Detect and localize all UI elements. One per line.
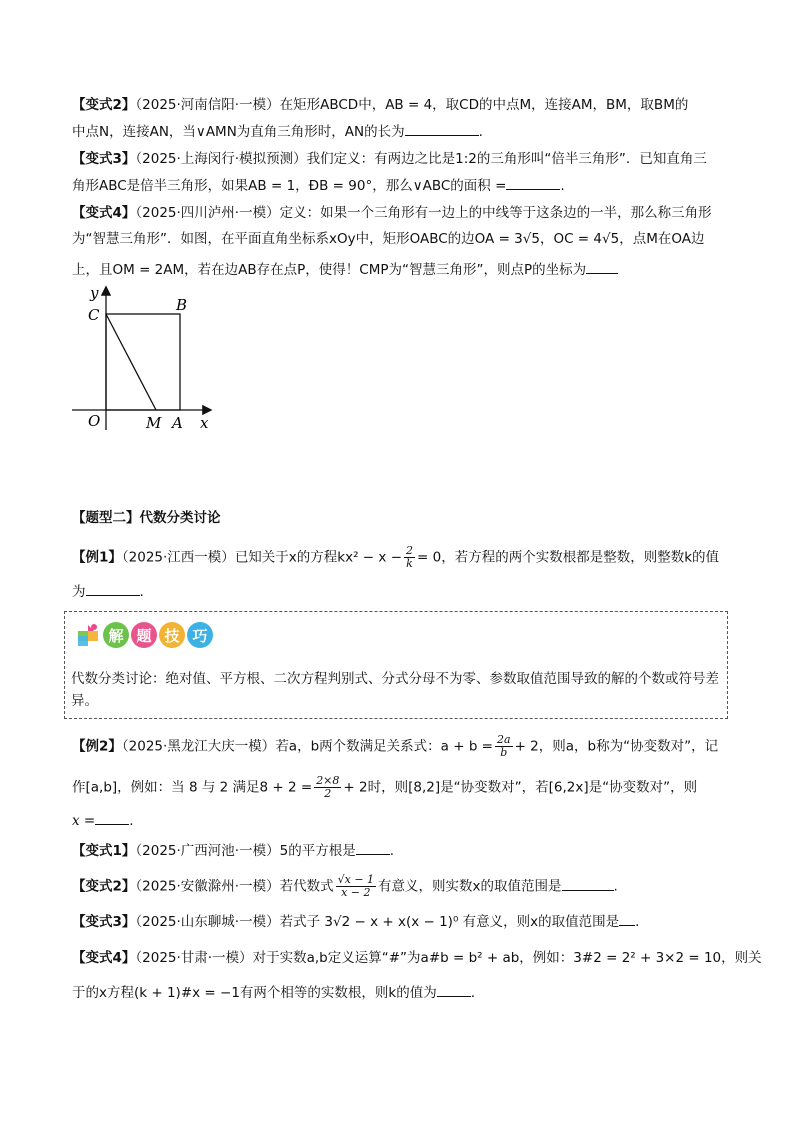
- problem-text: 为“智慧三角形”．如图，在平面直角坐标系xOy中，矩形OABC的边OA = 3√5，OC = 4√5，点M在OA边: [72, 231, 705, 247]
- problem-tag: 【变式4】: [72, 950, 136, 966]
- fraction: [404, 545, 415, 570]
- label-m: M: [146, 414, 162, 432]
- fraction-numerator: √x − 1: [337, 873, 375, 886]
- answer-blank[interactable]: [95, 810, 129, 825]
- example1-line2: [72, 581, 144, 602]
- problem-text: 角形ABC是倍半三角形，如果AB = 1，ÐB = 90°，那么∨ABC的面积 =: [72, 178, 507, 194]
- tips-text: 代数分类讨论：绝对值、平方根、二次方程判别式、分式分母不为零、参数取值范围导致的解的个数或符号差异。: [71, 671, 719, 709]
- problem-text: 为: [72, 584, 86, 600]
- problem-tag: 【变式3】: [72, 914, 136, 930]
- problem-text: 对于实数a,b定义运算“#”为a#b = b² + ab，例如：3#2 = 2² + 3×2 = 10，则关: [252, 950, 762, 966]
- period: .: [478, 124, 483, 140]
- problem-source: （2025·江西一模）: [121, 549, 235, 566]
- problem-v2b-line: [72, 874, 618, 899]
- tips-char: 解: [103, 622, 129, 648]
- label-c: C: [88, 306, 100, 324]
- problem-source: （2025·广西河池·一模）: [135, 843, 280, 859]
- problem-text: + 2时，则[8,2]是“协变数对”，若[6,2x]是“协变数对”，则: [343, 779, 698, 796]
- problem-text: 在矩形ABCD中，AB = 4，取CD的中点M，连接AM，BM，取BM的: [279, 97, 689, 113]
- problem-tag: 【例1】: [72, 549, 122, 566]
- tips-char: 题: [131, 622, 157, 648]
- problem-source: （2025·山东聊城·一模）: [135, 914, 280, 930]
- problem-text: 若a，b两个数满足关系式：a + b =: [275, 738, 493, 755]
- problem-v1b-line: [72, 840, 394, 861]
- problem-text: 5的平方根是: [279, 843, 356, 859]
- problem-v3b-line: [72, 911, 639, 932]
- problem-text: 中点N，连接AN，当∨AMN为直角三角形时，AN的长为: [72, 124, 405, 140]
- problem-text: x =: [72, 813, 96, 829]
- fraction-denominator: 2: [324, 787, 332, 800]
- problem-text: 我们定义：有两边之比是1:2的三角形叫“倍半三角形”．已知直角三: [306, 151, 707, 167]
- problem-tag: 【变式2】: [72, 97, 136, 113]
- fraction-numerator: 2: [406, 544, 414, 557]
- example2-line1: [72, 734, 718, 759]
- answer-blank[interactable]: [86, 581, 140, 596]
- label-x: x: [200, 414, 209, 432]
- problem-text: + 2，则a，b称为“协变数对”，记: [514, 738, 719, 755]
- period: .: [129, 813, 134, 829]
- label-a: A: [172, 414, 183, 432]
- tips-char: 技: [159, 622, 185, 648]
- fraction: [495, 734, 513, 759]
- problem-text: 作[a,b]，例如：当 8 与 2 满足8 + 2 =: [72, 779, 313, 796]
- answer-blank[interactable]: [356, 840, 390, 855]
- problem-source: （2025·黑龙江大庆一模）: [121, 738, 276, 755]
- problem-text: 有意义，则实数x的取值范围是: [378, 878, 562, 895]
- problem-tag: 【变式3】: [72, 151, 136, 167]
- problem-v4b-line1: [72, 948, 762, 968]
- fraction: [336, 874, 376, 899]
- fraction-denominator: b: [500, 746, 508, 759]
- problem-text: 定义：如果一个三角形有一边上的中线等于这条边的一半，那么称三角形: [279, 205, 712, 221]
- section-title: 【题型二】代数分类讨论: [72, 510, 221, 526]
- problem-text: 若代数式: [279, 878, 334, 895]
- problem-text: 已知关于x的方程kx² − x −: [234, 549, 403, 566]
- problem-source: （2025·上海闵行·模拟预测）: [135, 151, 307, 167]
- fraction: [314, 775, 341, 800]
- answer-blank[interactable]: [437, 982, 471, 997]
- label-y: y: [90, 284, 99, 302]
- tips-box: [64, 611, 728, 719]
- period: .: [635, 914, 640, 930]
- fraction-denominator: x − 2: [341, 886, 371, 899]
- label-b: B: [176, 296, 188, 314]
- period: .: [560, 178, 565, 194]
- period: .: [139, 584, 144, 600]
- fraction-numerator: 2×8: [316, 774, 340, 787]
- problem-v4b-line2: [72, 982, 475, 1003]
- example2-line3: [72, 810, 134, 831]
- problem-source: （2025·甘肃·一模）: [135, 950, 253, 966]
- problem-tag: 【例2】: [72, 738, 122, 755]
- problem-text: 若式子 3√2 − x + x(x − 1)⁰ 有意义，则x的取值范围是: [279, 914, 620, 930]
- problem-text: = 0，若方程的两个实数根都是整数，则整数k的值: [417, 549, 720, 566]
- answer-blank[interactable]: [562, 876, 614, 891]
- problem-text: 上，且OM = 2AM，若在边AB存在点P，使得！CMP为“智慧三角形”，则点P的坐标为: [72, 262, 587, 278]
- period: .: [389, 843, 394, 859]
- problem-tag: 【变式1】: [72, 843, 136, 859]
- problem-source: （2025·四川泸州·一模）: [135, 205, 280, 221]
- tips-badge: [77, 622, 215, 648]
- example1-line1: [72, 545, 719, 570]
- answer-blank[interactable]: [619, 911, 635, 926]
- fraction-denominator: k: [406, 557, 413, 570]
- fraction-numerator: 2a: [497, 733, 511, 746]
- label-o: O: [88, 412, 101, 430]
- tips-char: 巧: [187, 622, 213, 648]
- puzzle-icon: [77, 623, 99, 647]
- period: .: [613, 878, 618, 895]
- problem-source: （2025·安徽滁州·一模）: [135, 878, 280, 895]
- problem-tag: 【变式4】: [72, 205, 136, 221]
- example2-line2: [72, 775, 697, 800]
- problem-tag: 【变式2】: [72, 878, 136, 895]
- rectangle-oabc: [106, 314, 180, 410]
- segment-cm: [106, 314, 156, 410]
- problem-text: 于的x方程(k + 1)#x = −1有两个相等的实数根，则k的值为: [72, 985, 437, 1001]
- problem-source: （2025·河南信阳·一模）: [135, 97, 280, 113]
- period: .: [470, 985, 476, 1001]
